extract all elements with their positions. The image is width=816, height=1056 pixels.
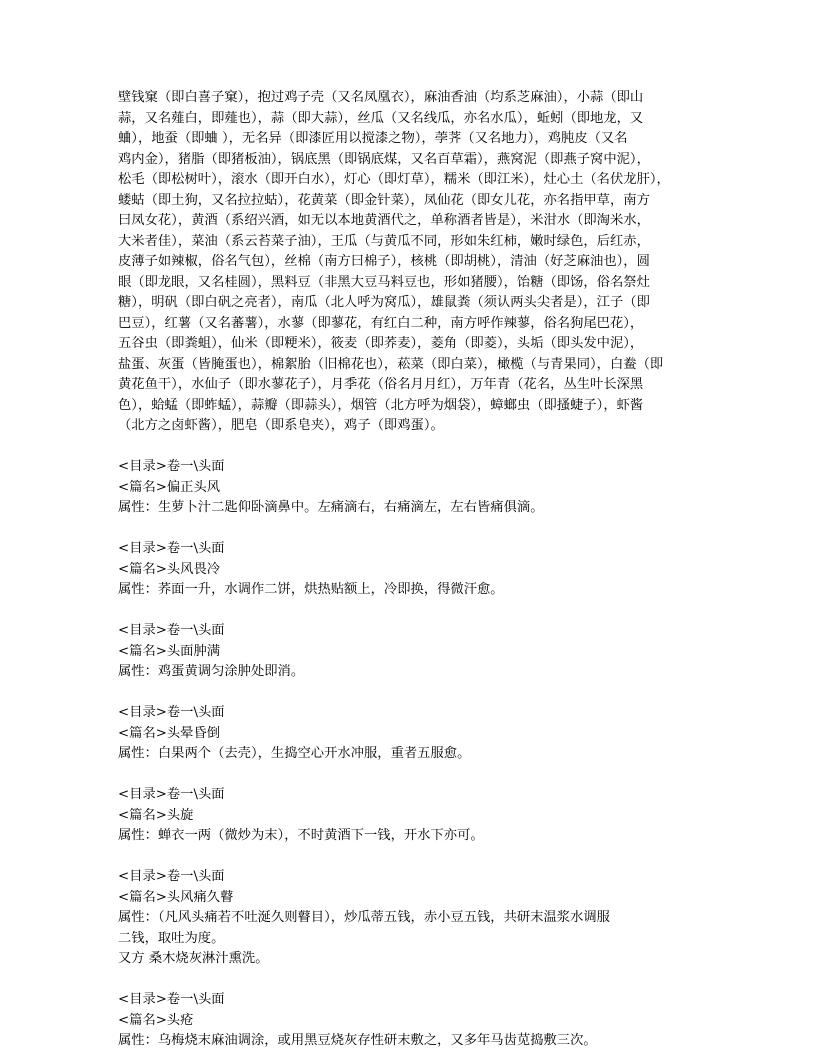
entry-text: 又方 桑木烧灰淋汁熏洗。 — [118, 951, 269, 966]
text-line: 鸡内金），猪脂（即猪板油），锅底黑（即锅底煤，又名百草霜），燕窝泥（即燕子窝中泥）， — [118, 151, 650, 167]
catalog-line: <目录>卷一\头面 — [118, 787, 225, 802]
entry-text: 二钱，取吐为度。 — [118, 930, 225, 946]
text-line: （北方之卤虾酱），肥皂（即系皂夹），鸡子（即鸡蛋）。 — [118, 418, 444, 433]
text-line: 蛐），地蚕（即蛐 ），无名异（即漆匠用以搅漆之物），荸荠（又名地力），鸡肫皮（又名 — [118, 131, 628, 146]
text-line: 糖），明矾（即白矾之亮者），南瓜（北人呼为窝瓜），雄鼠粪（须认两头尖者是），江子（即 — [118, 295, 650, 310]
entry-text: 属性：蝉衣一两（微炒为末），不时黄酒下一钱，开水下亦可。 — [118, 828, 484, 843]
entry-text: 属性：生萝卜汁二匙仰卧滴鼻中。左痛滴右，右痛滴左，左右皆痛俱滴。 — [118, 500, 544, 515]
catalog-line: <目录>卷一\头面 — [118, 459, 225, 474]
catalog-line: <目录>卷一\头面 — [118, 623, 225, 638]
entry-text: 属性：白果两个（去壳），生捣空心开水冲服，重者五服愈。 — [118, 746, 471, 761]
entry-toufeng-weileng — [118, 539, 708, 601]
entry-touchuang — [118, 990, 708, 1052]
text-line: 盐蛋、灰蛋（皆腌蛋也），棉絮胎（旧棉花也），菘菜（即白菜），橄榄（与青果同），白鲞（即 — [118, 356, 664, 372]
entry-touyun-hundao — [118, 703, 708, 765]
text-line: 蝼蛄（即土狗，又名拉拉蛄），花黄菜（即金针菜），凤仙花（即女儿花，亦名指甲草，南方 — [118, 192, 650, 208]
entry-title: <篇名>头风痛久瞽 — [118, 889, 234, 905]
entry-toufeng-tongjiu-gu — [118, 867, 708, 970]
entry-text: 属性：乌梅烧末麻油调涂，或用黑豆烧灰存性研末敷之，又多年马齿苋捣敷三次。 — [118, 1033, 597, 1048]
text-line: 大米者佳），菜油（系云苔菜子油），王瓜（与黄瓜不同，形如朱红柿，嫩时绿色，后红赤， — [118, 233, 650, 249]
entry-title: <篇名>头面肿满 — [118, 643, 221, 659]
text-line: 黄花鱼干），水仙子（即水蓼花子），月季花（俗名月月红），万年青（花名，丛生叶长深黑 — [118, 377, 644, 392]
entry-text: 属性：荞面一升，水调作二饼，烘热贴额上，冷即换，得微汗愈。 — [118, 582, 504, 597]
text-line: 松毛（即松树叶），滚水（即开白水），灯心（即灯草），糯米（即江米），灶心土（名伏龙肝）， — [118, 172, 670, 187]
entry-pianzheng-toufeng — [118, 457, 708, 519]
text-line: 巴豆），红薯（又名蕃薯），水蓼（即蓼花，有红白二种，南方呼作辣蓼，俗名狗尾巴花）， — [118, 315, 644, 331]
catalog-line: <目录>卷一\头面 — [118, 705, 225, 720]
entry-title: <篇名>头旋 — [118, 807, 194, 823]
catalog-line: <目录>卷一\头面 — [118, 869, 225, 884]
catalog-line: <目录>卷一\头面 — [118, 992, 225, 1007]
catalog-line: <目录>卷一\头面 — [118, 541, 225, 556]
entry-text: 属性：（凡风头痛若不吐涎久则瞽目），炒瓜蒂五钱，赤小豆五钱，共研末温浆水调服 — [118, 910, 610, 925]
entry-text: 属性：鸡蛋黄调匀涂肿处即消。 — [118, 664, 305, 679]
text-line: 曰凤女花），黄酒（系绍兴酒，如无以本地黄酒代之，单称酒者皆是），米泔水（即淘米水， — [118, 213, 650, 228]
text-line: 眼（即龙眼，又名桂圆），黑料豆（非黑大豆马料豆也，形如猪腰），饴糖（即饧，俗名祭灶 — [118, 274, 650, 290]
entry-title: <篇名>头疮 — [118, 1012, 194, 1028]
intro-paragraph — [118, 88, 708, 437]
entry-title: <篇名>头风畏冷 — [118, 561, 221, 577]
text-line: 五谷虫（即粪蛆），仙米（即粳米），筱麦（即荞麦），菱角（即菱），头垢（即头发中泥）， — [118, 336, 644, 351]
text-line: 色），蛤蜢（即蚱蜢），蒜瓣（即蒜头），烟管（北方呼为烟袋），蟑螂虫（即搔蜨子），虾酱 — [118, 397, 644, 413]
entry-touxuan — [118, 785, 708, 847]
text-line: 皮薄子如辣椒，俗名气包），丝棉（南方曰棉子），核桃（即胡桃），清油（好芝麻油也），圆 — [118, 254, 650, 269]
text-line: 壁钱窠（即白喜子窠），抱过鸡子壳（又名凤凰衣），麻油香油（均系芝麻油），小蒜（即山 — [118, 90, 644, 105]
document-page — [118, 88, 708, 1052]
entry-title: <篇名>偏正头风 — [118, 479, 221, 495]
entry-title: <篇名>头晕昏倒 — [118, 725, 221, 741]
entry-toumian-zhongman — [118, 621, 708, 683]
text-line: 蒜，又名薤白，即薤也），蒜（即大蒜），丝瓜（又名线瓜，亦名水瓜），蚯蚓（即地龙，又 — [118, 110, 644, 126]
